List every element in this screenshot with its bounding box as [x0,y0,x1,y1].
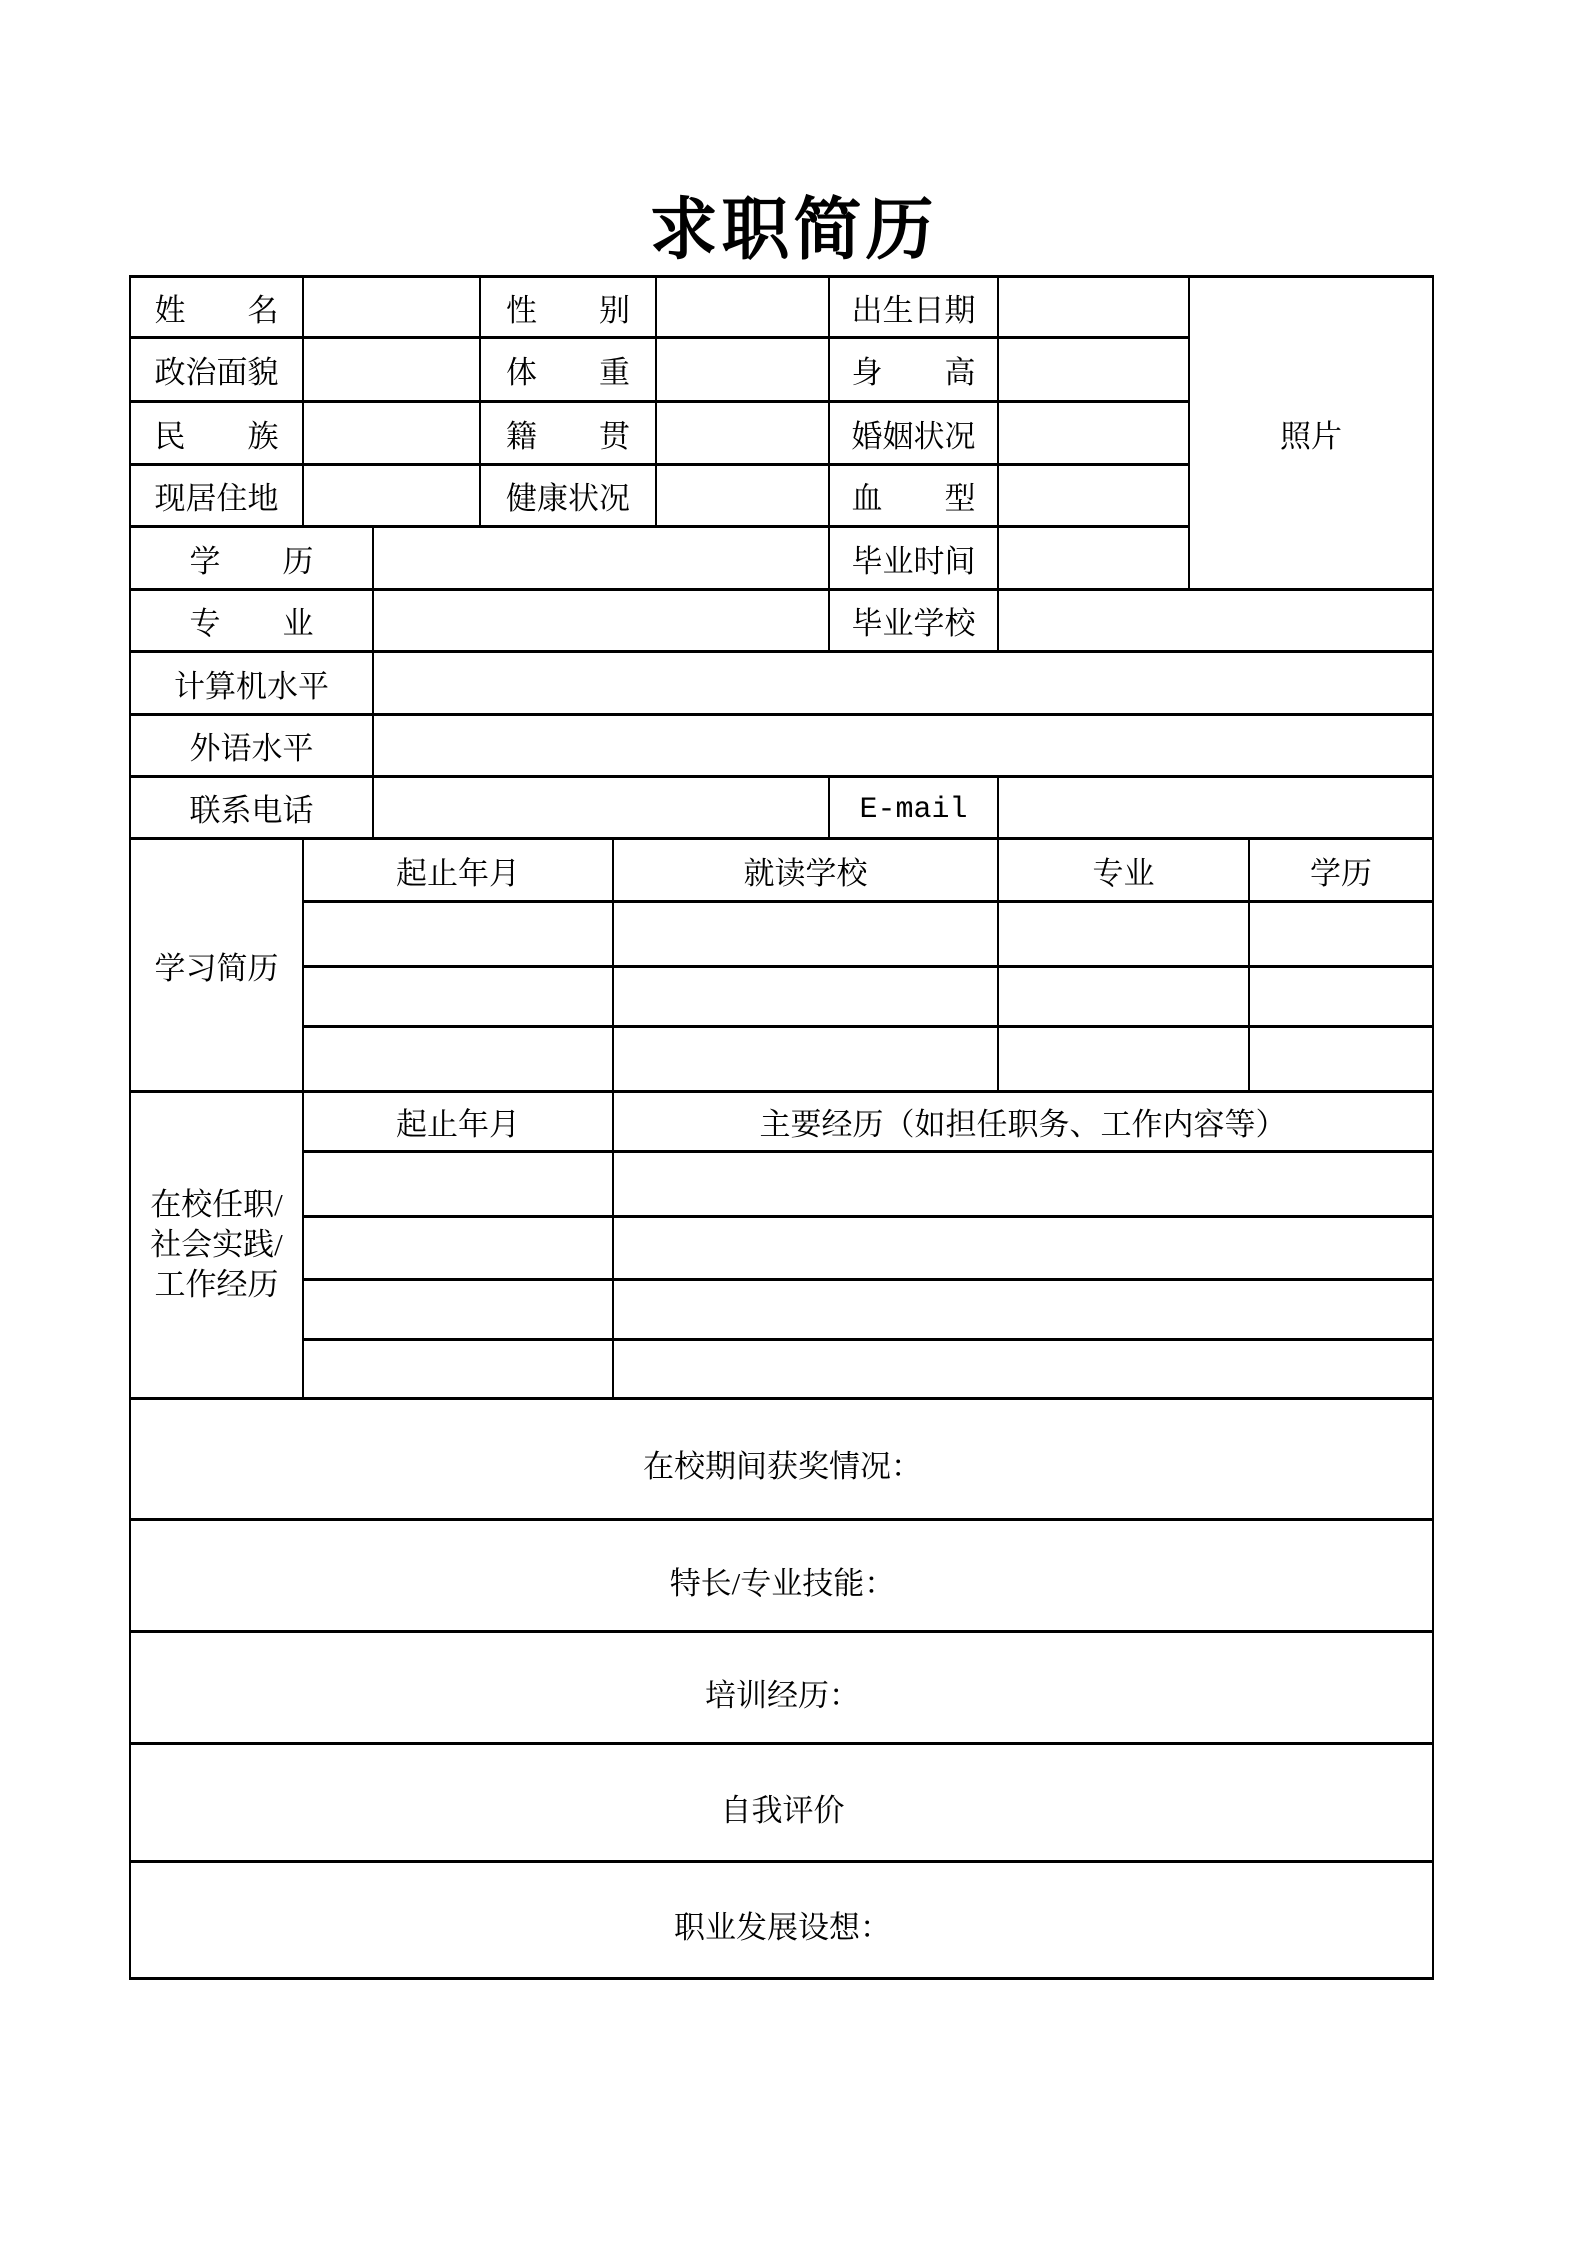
section-label-work-experience [130,1092,303,1399]
header-main-experience: 主要经历（如担任职务、工作内容等） [613,1092,1433,1152]
input-height[interactable] [998,338,1189,402]
study-row-degree-cell[interactable] [1249,902,1433,967]
section-self-evaluation[interactable] [130,1744,1433,1862]
study-row-date-cell[interactable] [303,967,613,1027]
study-row-school-cell[interactable] [613,902,998,967]
work-row-experience-cell[interactable] [613,1340,1433,1399]
label-graduation-time: 毕业时间 [829,527,998,590]
work-label-line: 社会实践/ [150,1227,283,1262]
label-blood-type: 血 型 [829,465,998,527]
label-birth-date: 出生日期 [829,277,998,338]
input-computer-level[interactable] [373,652,1433,715]
resume-table [129,275,1434,1980]
header-school: 就读学校 [613,839,998,902]
email-label-text: E-mail [859,792,968,827]
section-training[interactable] [130,1632,1433,1744]
page-title: 求职简历 [649,192,938,268]
work-row-date-cell[interactable] [303,1340,613,1399]
work-row-experience-cell[interactable] [613,1280,1433,1340]
label-health: 健康状况 [480,465,656,527]
section-career-plan[interactable] [130,1862,1433,1979]
skills-label: 特长/专业技能： [669,1565,896,1601]
label-phone: 联系电话 [130,777,373,839]
study-row-major-cell[interactable] [998,967,1249,1027]
label-foreign-language: 外语水平 [130,715,373,777]
label-major: 专 业 [130,590,373,652]
section-skills[interactable] [130,1520,1433,1632]
input-blood-type[interactable] [998,465,1189,527]
awards-label: 在校期间获奖情况： [643,1449,922,1484]
training-label: 培训经历： [705,1677,860,1713]
study-row-major-cell[interactable] [998,902,1249,967]
input-email[interactable] [998,777,1433,839]
work-row-date-cell[interactable] [303,1152,613,1217]
input-graduation-school[interactable] [998,590,1433,652]
label-name: 姓 名 [130,277,303,338]
input-phone[interactable] [373,777,829,839]
input-graduation-time[interactable] [998,527,1189,590]
input-weight[interactable] [656,338,829,402]
work-row-experience-cell[interactable] [613,1152,1433,1217]
study-row-date-cell[interactable] [303,902,613,967]
work-row-experience-cell[interactable] [613,1217,1433,1280]
section-label-study-history: 学习简历 [130,839,303,1092]
label-weight: 体 重 [480,338,656,402]
input-foreign-language[interactable] [373,715,1433,777]
label-native-place: 籍 贯 [480,402,656,465]
input-education[interactable] [373,527,829,590]
input-birth-date[interactable] [998,277,1189,338]
label-marital-status: 婚姻状况 [829,402,998,465]
input-gender[interactable] [656,277,829,338]
study-row-school-cell[interactable] [613,967,998,1027]
input-residence[interactable] [303,465,480,527]
input-ethnicity[interactable] [303,402,480,465]
study-row-major-cell[interactable] [998,1027,1249,1092]
input-native-place[interactable] [656,402,829,465]
label-residence: 现居住地 [130,465,303,527]
label-political-status: 政治面貌 [130,338,303,402]
work-row-date-cell[interactable] [303,1217,613,1280]
label-graduation-school: 毕业学校 [829,590,998,652]
study-row-date-cell[interactable] [303,1027,613,1092]
input-health[interactable] [656,465,829,527]
input-political-status[interactable] [303,338,480,402]
career-plan-label: 职业发展设想： [674,1910,891,1945]
input-major[interactable] [373,590,829,652]
section-awards[interactable] [130,1399,1433,1520]
label-email [829,777,998,839]
header-major: 专业 [998,839,1249,902]
photo-placeholder[interactable]: 照片 [1189,277,1433,590]
input-name[interactable] [303,277,480,338]
label-ethnicity: 民 族 [130,402,303,465]
input-marital-status[interactable] [998,402,1189,465]
label-gender: 性 别 [480,277,656,338]
header-date-range: 起止年月 [303,1092,613,1152]
work-label-line: 工作经历 [154,1267,279,1302]
study-row-school-cell[interactable] [613,1027,998,1092]
label-computer-level: 计算机水平 [130,652,373,715]
study-row-degree-cell[interactable] [1249,1027,1433,1092]
work-label-line: 在校任职/ [150,1187,283,1222]
header-date-range: 起止年月 [303,839,613,902]
self-evaluation-label: 自我评价 [720,1792,845,1828]
label-height: 身 高 [829,338,998,402]
header-degree: 学历 [1249,839,1433,902]
study-row-degree-cell[interactable] [1249,967,1433,1027]
label-education: 学 历 [130,527,373,590]
work-row-date-cell[interactable] [303,1280,613,1340]
